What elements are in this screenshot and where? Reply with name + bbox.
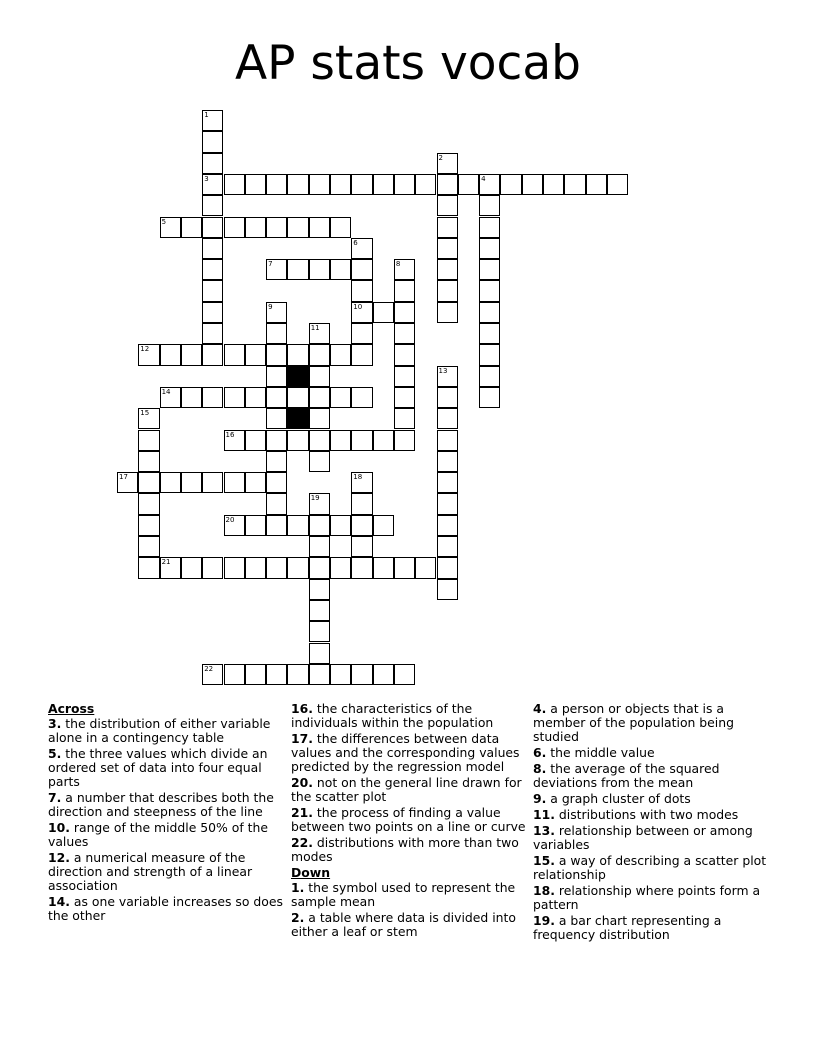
clue-number-label: 14. (48, 894, 70, 909)
grid-cell[interactable] (245, 515, 266, 536)
clue-item (533, 884, 769, 912)
grid-cell[interactable] (500, 174, 521, 195)
clue-number: 8 (395, 260, 401, 269)
clue-item (533, 762, 769, 790)
clue-item (48, 791, 284, 819)
grid-cell[interactable] (330, 664, 351, 685)
clue-number-label: 8. (533, 761, 547, 776)
grid-cell[interactable] (160, 387, 181, 408)
grid-cell[interactable] (202, 131, 223, 152)
grid-cell[interactable] (266, 366, 287, 387)
clue-number-label: 4. (533, 701, 547, 716)
grid-cell[interactable] (351, 493, 372, 514)
grid-cell[interactable] (287, 430, 308, 451)
grid-cell[interactable] (224, 515, 245, 536)
clue-number: 1 (204, 111, 209, 119)
clue-text: a numerical measure of the direction and strength of a linear association (48, 850, 253, 893)
grid-cell[interactable] (202, 259, 223, 280)
clue-text: the characteristics of the individuals within the population (291, 701, 494, 730)
grid-cell[interactable] (202, 110, 223, 131)
grid-cell[interactable] (586, 174, 607, 195)
grid-cell[interactable] (330, 217, 351, 238)
grid-cell[interactable] (309, 621, 330, 642)
grid-cell[interactable] (479, 280, 500, 301)
grid-cell[interactable] (351, 302, 372, 323)
grid-cell[interactable] (266, 430, 287, 451)
grid-cell[interactable] (394, 430, 415, 451)
down-heading: Down (291, 865, 331, 880)
grid-cell[interactable] (266, 515, 287, 536)
grid-cell[interactable] (245, 472, 266, 493)
grid-cell[interactable] (373, 174, 394, 195)
grid-cell[interactable] (437, 259, 458, 280)
clue-text: the symbol used to represent the sample mean (291, 880, 516, 909)
clue-text: distributions with two modes (554, 807, 739, 822)
clue-item (291, 836, 527, 864)
clue-text: the average of the squared deviations from the mean (533, 761, 720, 790)
clue-number-label: 21. (291, 805, 313, 820)
clue-text: distributions with more than two modes (291, 835, 519, 864)
grid-cell[interactable] (202, 472, 223, 493)
grid-cell[interactable] (479, 174, 500, 195)
grid-cell[interactable] (202, 664, 223, 685)
grid-cell[interactable] (309, 259, 330, 280)
grid-cell[interactable] (373, 557, 394, 578)
clue-text: not on the general line drawn for the scatter plot (291, 775, 522, 804)
grid-cell[interactable] (479, 366, 500, 387)
grid-cell[interactable] (394, 366, 415, 387)
grid-cell[interactable] (287, 259, 308, 280)
grid-cell[interactable] (351, 280, 372, 301)
grid-cell[interactable] (309, 557, 330, 578)
grid-cell[interactable] (287, 344, 308, 365)
grid-cell[interactable] (479, 323, 500, 344)
grid-cell[interactable] (330, 344, 351, 365)
grid-cell[interactable] (351, 664, 372, 685)
grid-cell[interactable] (202, 174, 223, 195)
grid-cell[interactable] (181, 344, 202, 365)
grid-cell[interactable] (351, 344, 372, 365)
grid-cell[interactable] (394, 174, 415, 195)
clue-item (533, 746, 769, 760)
grid-cell[interactable] (564, 174, 585, 195)
grid-cell[interactable] (351, 238, 372, 259)
clue-number: 13 (438, 366, 448, 375)
clue-item (533, 702, 769, 744)
grid-cell[interactable] (266, 557, 287, 578)
grid-cell[interactable] (245, 174, 266, 195)
grid-cell[interactable] (394, 280, 415, 301)
grid-cell[interactable] (202, 302, 223, 323)
grid-cell[interactable] (309, 579, 330, 600)
grid-cell[interactable] (309, 664, 330, 685)
grid-cell[interactable] (245, 217, 266, 238)
clue-number-label: 12. (48, 850, 70, 865)
grid-cell[interactable] (373, 302, 394, 323)
grid-cell[interactable] (160, 472, 181, 493)
clue-number: 17 (119, 473, 128, 482)
grid-cell[interactable] (309, 451, 330, 472)
grid-cell[interactable] (309, 408, 330, 429)
grid-cell[interactable] (202, 153, 223, 174)
grid-cell[interactable] (351, 472, 372, 493)
clue-item (48, 851, 284, 893)
clue-text: a graph cluster of dots (546, 791, 691, 806)
grid-cell[interactable] (138, 408, 159, 429)
clue-number-label: 10. (48, 820, 70, 835)
grid-cell[interactable] (245, 344, 266, 365)
grid-cell[interactable] (202, 344, 223, 365)
grid-cell[interactable] (202, 217, 223, 238)
grid-cell[interactable] (437, 515, 458, 536)
grid-cell[interactable] (479, 259, 500, 280)
clue-number: 21 (161, 558, 171, 567)
clue-text: range of the middle 50% of the values (48, 820, 268, 849)
grid-cell[interactable] (138, 536, 159, 557)
grid-cell[interactable] (224, 472, 245, 493)
grid-cell[interactable] (479, 217, 500, 238)
grid-cell[interactable] (330, 557, 351, 578)
black-square (287, 408, 308, 429)
grid-cell[interactable] (202, 387, 223, 408)
clue-number-label: 5. (48, 746, 62, 761)
clue-number: 12 (140, 345, 150, 354)
grid-cell[interactable] (437, 472, 458, 493)
grid-cell[interactable] (202, 280, 223, 301)
grid-cell[interactable] (309, 344, 330, 365)
grid-cell[interactable] (330, 515, 351, 536)
grid-cell[interactable] (437, 195, 458, 216)
grid-cell[interactable] (394, 387, 415, 408)
grid-cell[interactable] (160, 557, 181, 578)
grid-cell[interactable] (181, 557, 202, 578)
clue-number-label: 20. (291, 775, 313, 790)
grid-cell[interactable] (266, 451, 287, 472)
clue-number-label: 18. (533, 883, 555, 898)
grid-cell[interactable] (330, 174, 351, 195)
grid-cell[interactable] (202, 238, 223, 259)
grid-cell[interactable] (245, 664, 266, 685)
grid-cell[interactable] (543, 174, 564, 195)
clue-number: 22 (204, 664, 214, 673)
grid-cell[interactable] (351, 536, 372, 557)
clue-number-label: 1. (291, 880, 305, 895)
grid-cell[interactable] (351, 259, 372, 280)
grid-cell[interactable] (202, 323, 223, 344)
grid-cell[interactable] (245, 557, 266, 578)
clue-item (48, 821, 284, 849)
grid-cell[interactable] (437, 174, 458, 195)
grid-cell[interactable] (309, 217, 330, 238)
grid-cell[interactable] (266, 472, 287, 493)
grid-cell[interactable] (287, 515, 308, 536)
grid-cell[interactable] (394, 408, 415, 429)
clue-number: 11 (310, 324, 320, 332)
clue-number: 14 (161, 387, 171, 396)
clue-number-label: 3. (48, 716, 62, 731)
grid-cell[interactable] (309, 174, 330, 195)
grid-cell[interactable] (266, 323, 287, 344)
clue-number: 4 (481, 174, 486, 183)
clue-text: the three values which divide an ordered set of data into four equal parts (48, 746, 268, 789)
grid-cell[interactable] (309, 387, 330, 408)
grid-cell[interactable] (437, 493, 458, 514)
grid-cell[interactable] (266, 344, 287, 365)
grid-cell[interactable] (181, 217, 202, 238)
clue-item (533, 854, 769, 882)
grid-cell[interactable] (351, 387, 372, 408)
clue-number: 19 (310, 494, 320, 503)
grid-cell[interactable] (351, 174, 372, 195)
grid-cell[interactable] (479, 387, 500, 408)
clue-number: 6 (353, 238, 358, 247)
grid-cell[interactable] (394, 344, 415, 365)
grid-cell[interactable] (309, 366, 330, 387)
clue-item (533, 808, 769, 822)
grid-cell[interactable] (437, 579, 458, 600)
grid-cell[interactable] (437, 280, 458, 301)
clue-item (533, 824, 769, 852)
grid-cell[interactable] (479, 195, 500, 216)
clue-text: the middle value (546, 745, 655, 760)
grid-cell[interactable] (138, 493, 159, 514)
grid-cell[interactable] (437, 366, 458, 387)
clue-item (291, 806, 527, 834)
grid-cell[interactable] (394, 302, 415, 323)
grid-cell[interactable] (224, 557, 245, 578)
grid-cell[interactable] (458, 174, 479, 195)
clue-number-label: 17. (291, 731, 313, 746)
clue-number: 2 (438, 153, 443, 162)
clue-number: 9 (268, 302, 273, 311)
clue-number-label: 22. (291, 835, 313, 850)
grid-cell[interactable] (245, 387, 266, 408)
clue-number: 3 (204, 174, 209, 183)
clue-number: 7 (268, 260, 273, 269)
grid-cell[interactable] (437, 451, 458, 472)
grid-cell[interactable] (437, 430, 458, 451)
clue-text: a table where data is divided into either a leaf or stem (291, 910, 516, 939)
grid-cell[interactable] (437, 238, 458, 259)
grid-cell[interactable] (138, 557, 159, 578)
grid-cell[interactable] (266, 259, 287, 280)
grid-cell[interactable] (181, 472, 202, 493)
grid-cell[interactable] (415, 557, 436, 578)
grid-cell[interactable] (266, 302, 287, 323)
grid-cell[interactable] (394, 557, 415, 578)
clue-item (48, 747, 284, 789)
grid-cell[interactable] (224, 664, 245, 685)
clue-number: 18 (353, 473, 363, 482)
clue-text: relationship where points form a pattern (533, 883, 761, 912)
clue-number-label: 13. (533, 823, 555, 838)
clue-number-label: 11. (533, 807, 555, 822)
clue-text: as one variable increases so does the other (48, 894, 283, 923)
grid-cell[interactable] (287, 557, 308, 578)
clue-number-label: 9. (533, 791, 547, 806)
grid-cell[interactable] (309, 493, 330, 514)
grid-cell[interactable] (437, 302, 458, 323)
grid-cell[interactable] (373, 664, 394, 685)
grid-cell[interactable] (224, 344, 245, 365)
grid-cell[interactable] (266, 408, 287, 429)
grid-cell[interactable] (266, 493, 287, 514)
clue-number: 5 (161, 217, 167, 226)
grid-cell[interactable] (287, 174, 308, 195)
clue-number-label: 16. (291, 701, 313, 716)
grid-cell[interactable] (245, 430, 266, 451)
grid-cell[interactable] (309, 536, 330, 557)
grid-cell[interactable] (287, 664, 308, 685)
grid-cell[interactable] (202, 195, 223, 216)
clue-column-3 (533, 702, 769, 944)
grid-cell[interactable] (138, 451, 159, 472)
grid-cell[interactable] (437, 153, 458, 174)
grid-cell[interactable] (224, 387, 245, 408)
grid-cell[interactable] (309, 323, 330, 344)
grid-cell[interactable] (138, 344, 159, 365)
clue-number: 16 (225, 430, 235, 439)
grid-cell[interactable] (138, 430, 159, 451)
grid-cell[interactable] (309, 515, 330, 536)
grid-cell[interactable] (437, 387, 458, 408)
grid-cell[interactable] (117, 472, 138, 493)
grid-cell[interactable] (351, 515, 372, 536)
clue-text: relationship between or among variables (533, 823, 753, 852)
grid-cell[interactable] (224, 430, 245, 451)
clue-text: the differences between data values and the corresponding values predicted by the regression model (291, 731, 520, 774)
grid-cell[interactable] (394, 259, 415, 280)
grid-cell[interactable] (224, 174, 245, 195)
clue-number: 10 (353, 302, 363, 311)
clue-text: a bar chart representing a frequency distribution (533, 913, 722, 942)
grid-cell[interactable] (330, 387, 351, 408)
black-square (287, 366, 308, 387)
clue-text: a person or objects that is a member of the population being studied (533, 701, 734, 744)
grid-cell[interactable] (266, 387, 287, 408)
grid-cell[interactable] (437, 217, 458, 238)
grid-cell[interactable] (479, 302, 500, 323)
grid-cell[interactable] (309, 600, 330, 621)
clue-text: a number that describes both the direction and steepness of the line (48, 790, 274, 819)
grid-cell[interactable] (373, 515, 394, 536)
clue-number-label: 15. (533, 853, 555, 868)
clue-number: 20 (225, 515, 235, 524)
grid-cell[interactable] (330, 430, 351, 451)
grid-cell[interactable] (437, 408, 458, 429)
clue-item (48, 895, 284, 923)
grid-cell[interactable] (373, 430, 394, 451)
clue-item (533, 792, 769, 806)
grid-cell[interactable] (309, 643, 330, 664)
clue-item (291, 776, 527, 804)
grid-cell[interactable] (287, 387, 308, 408)
grid-cell[interactable] (394, 664, 415, 685)
clue-item (291, 702, 527, 730)
clue-number: 15 (140, 409, 150, 418)
grid-cell[interactable] (138, 472, 159, 493)
grid-cell[interactable] (607, 174, 628, 195)
clue-number-label: 7. (48, 790, 62, 805)
grid-cell[interactable] (266, 174, 287, 195)
clue-item (291, 911, 527, 939)
grid-cell[interactable] (522, 174, 543, 195)
across-heading: Across (48, 701, 95, 716)
grid-cell[interactable] (266, 664, 287, 685)
clue-number-label: 6. (533, 745, 547, 760)
clue-item (533, 914, 769, 942)
page-title: AP stats vocab (234, 36, 582, 91)
grid-cell[interactable] (479, 344, 500, 365)
grid-cell[interactable] (351, 557, 372, 578)
grid-cell[interactable] (160, 344, 181, 365)
grid-cell[interactable] (181, 387, 202, 408)
clue-item (291, 881, 527, 909)
grid-cell[interactable] (287, 217, 308, 238)
grid-cell[interactable] (160, 217, 181, 238)
clue-text: a way of describing a scatter plot relationship (533, 853, 767, 882)
clue-column-2 (291, 702, 527, 941)
grid-cell[interactable] (309, 430, 330, 451)
grid-cell[interactable] (224, 217, 245, 238)
grid-cell[interactable] (351, 430, 372, 451)
grid-cell[interactable] (330, 259, 351, 280)
grid-cell[interactable] (479, 238, 500, 259)
grid-cell[interactable] (415, 174, 436, 195)
clue-item (48, 717, 284, 745)
clue-column-1 (48, 702, 284, 925)
grid-cell[interactable] (202, 557, 223, 578)
grid-cell[interactable] (394, 323, 415, 344)
grid-cell[interactable] (138, 515, 159, 536)
clue-item (291, 732, 527, 774)
grid-cell[interactable] (437, 536, 458, 557)
clue-number-label: 2. (291, 910, 305, 925)
clue-text: the distribution of either variable alone in a contingency table (48, 716, 271, 745)
grid-cell[interactable] (437, 557, 458, 578)
clue-text: the process of finding a value between two points on a line or curve (291, 805, 526, 834)
grid-cell[interactable] (266, 217, 287, 238)
grid-cell[interactable] (351, 323, 372, 344)
clue-number-label: 19. (533, 913, 555, 928)
